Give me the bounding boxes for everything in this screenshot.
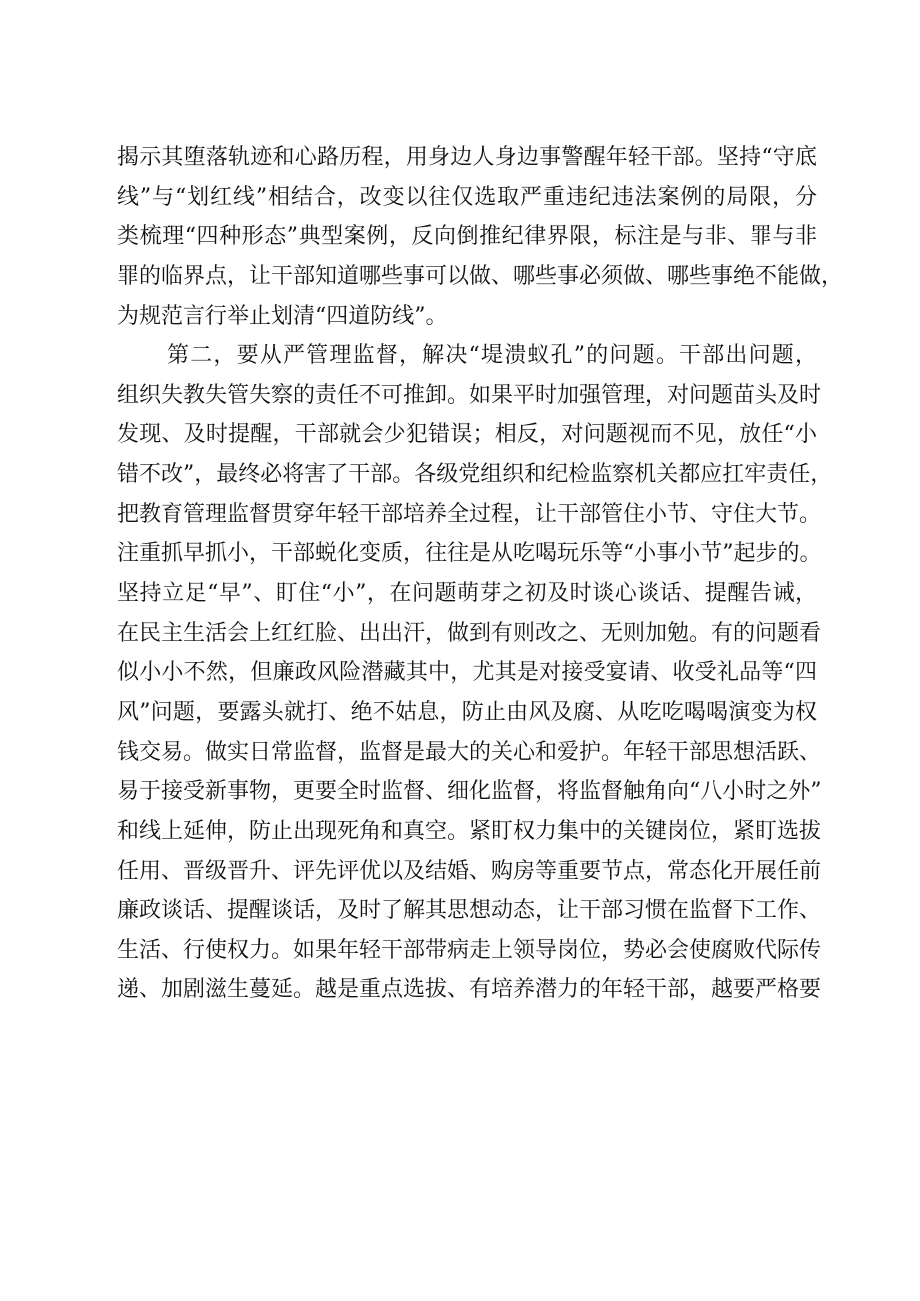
text-line: 易于接受新事物，更要全时监督、细化监督，将监督触角向“八小时之外” bbox=[117, 779, 822, 805]
paragraph-start-line: 第二，要从严管理监督，解决“堤溃蚁孔”的问题。干部出问题， bbox=[167, 343, 817, 369]
text-line: 似小小不然，但廉政风险潜藏其中，尤其是对接受宴请、收受礼品等“四 bbox=[117, 660, 817, 686]
text-line: 罪的临界点，让干部知道哪些事可以做、哪些事必须做、哪些事绝不能做， bbox=[117, 263, 844, 289]
text-line: 组织失教失管失察的责任不可推卸。如果平时加强管理，对问题苗头及时 bbox=[117, 382, 822, 408]
text-line: 类梳理“四种形态”典型案例，反向倒推纪律界限，标注是与非、罪与非 bbox=[117, 224, 817, 250]
text-line: 生活、行使权力。如果年轻干部带病走上领导岗位，势必会使腐败代际传 bbox=[117, 937, 822, 963]
text-line: 在民主生活会上红红脸、出出汗，做到有则改之、无则加勉。有的问题看 bbox=[117, 620, 822, 646]
text-line: 揭示其堕落轨迹和心路历程，用身边人身边事警醒年轻干部。坚持“守底 bbox=[117, 145, 817, 170]
text-line: 任用、晋级晋升、评先评优以及结婚、购房等重要节点，常态化开展任前 bbox=[117, 858, 822, 884]
text-line: 错不改”，最终必将害了干部。各级党组织和纪检监察机关都应扛牢责任， bbox=[117, 462, 833, 488]
text-line: 把教育管理监督贯穿年轻干部培养全过程，让干部管住小节、守住大节。 bbox=[117, 501, 822, 527]
document-body bbox=[117, 138, 844, 1010]
text-line: 发现、及时提醒，干部就会少犯错误；相反，对问题视而不见，放任“小 bbox=[117, 422, 817, 448]
text-line: 和线上延伸，防止出现死角和真空。紧盯权力集中的关键岗位，紧盯选拔 bbox=[117, 818, 822, 844]
text-line: 坚持立足“早”、盯住“小”，在问题萌芽之初及时谈心谈话、提醒告诫， bbox=[117, 581, 817, 607]
text-line: 廉政谈话、提醒谈话，及时了解其思想动态，让干部习惯在监督下工作、 bbox=[117, 898, 822, 924]
text-line: 风”问题，要露头就打、绝不姑息，防止由风及腐、从吃吃喝喝演变为权 bbox=[117, 699, 817, 725]
text-line: 钱交易。做实日常监督，监督是最大的关心和爱护。年轻干部思想活跃、 bbox=[117, 739, 822, 765]
text-line: 线”与“划红线”相结合，改变以往仅选取严重违纪违法案例的局限，分 bbox=[117, 184, 817, 210]
text-line: 为规范言行举止划清“四道防线”。 bbox=[117, 303, 448, 329]
text-line: 递、加剧滋生蔓延。越是重点选拔、有培养潜力的年轻干部，越要严格要 bbox=[117, 977, 822, 1003]
text-line: 注重抓早抓小，干部蜕化变质，往往是从吃喝玩乐等“小事小节”起步的。 bbox=[117, 541, 822, 567]
